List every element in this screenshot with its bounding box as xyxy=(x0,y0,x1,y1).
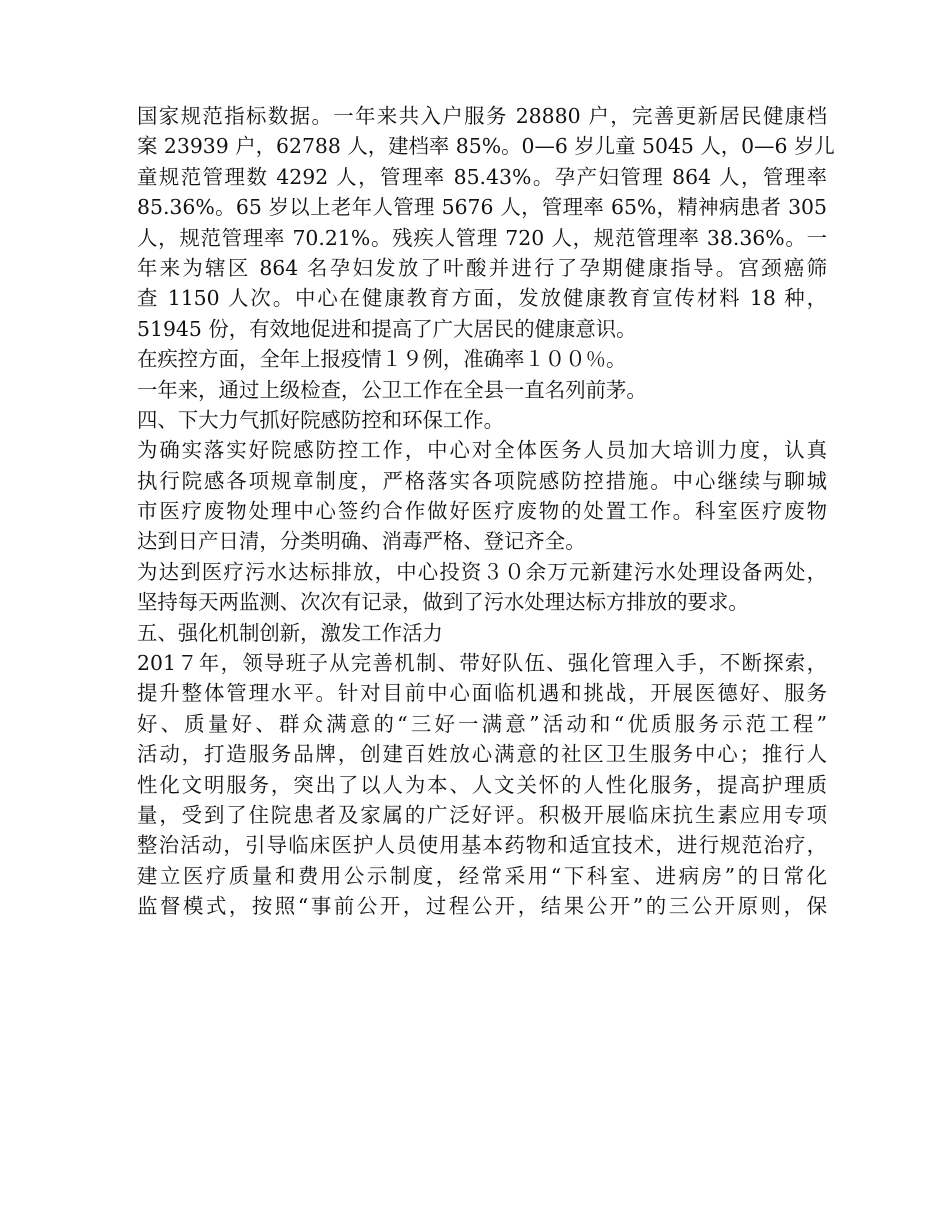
text-line: 监督模式，按照“事前公开，过程公开，结果公开”的三公开原则，保 xyxy=(137,894,827,919)
text-line: 案 23939 户，62788 人，建档率 85%。0—6 岁儿童 5045 人，0—6 岁儿 xyxy=(137,134,835,159)
document-body xyxy=(137,101,835,922)
text-line: 坚持每天两监测、次次有记录，做到了污水处理达标方排放的要求。 xyxy=(137,590,749,615)
section-heading: 五、强化机制创新，激发工作活力 xyxy=(137,620,443,645)
text-line: 国家规范指标数据。一年来共入户服务 28880 户，完善更新居民健康档 xyxy=(137,104,827,128)
text-line: 201７年，领导班子从完善机制、带好队伍、强化管理入手，不断探索， xyxy=(137,651,827,676)
text-line: 人，规范管理率 70.21%。残疾人管理 720 人，规范管理率 38.36%。一 xyxy=(137,225,827,250)
text-line: 年来为辖区 864 名孕妇发放了叶酸并进行了孕期健康指导。宫颈癌筛 xyxy=(137,255,827,280)
text-line: 一年来，通过上级检查，公卫工作在全县一直名列前茅。 xyxy=(137,377,647,402)
text-line: 为确实落实好院感防控工作，中心对全体医务人员加大培训力度，认真 xyxy=(137,438,827,463)
text-line: 执行院感各项规章制度，严格落实各项院感防控措施。中心继续与聊城 xyxy=(137,468,827,493)
text-line: 为达到医疗污水达标排放，中心投资３０余万元新建污水处理设备两处， xyxy=(137,559,827,584)
text-line: 85.36%。65 岁以上老年人管理 5676 人，管理率 65%，精神病患者 305 xyxy=(137,195,827,220)
text-line: 性化文明服务，突出了以人为本、人文关怀的人性化服务，提高护理质 xyxy=(137,772,827,797)
text-line: 建立医疗质量和费用公示制度，经常采用“下科室、进病房”的日常化 xyxy=(137,863,827,888)
text-line: 查 1150 人次。中心在健康教育方面，发放健康教育宣传材料 18 种， xyxy=(137,286,827,311)
text-line: 好、质量好、群众满意的“三好一满意”活动和“优质服务示范工程” xyxy=(137,711,827,736)
text-line: 活动，打造服务品牌，创建百姓放心满意的社区卫生服务中心；推行人 xyxy=(137,742,827,767)
text-line: 在疾控方面，全年上报疫情１９例，准确率１００％。 xyxy=(137,347,627,372)
text-line: 提升整体管理水平。针对目前中心面临机遇和挑战，开展医德好、服务 xyxy=(137,681,827,706)
text-line: 整治活动，引导临床医护人员使用基本药物和适宜技术，进行规范治疗， xyxy=(137,833,827,858)
section-heading: 四、下大力气抓好院感防控和环保工作。 xyxy=(137,407,505,432)
text-line: 童规范管理数 4292 人，管理率 85.43%。孕产妇管理 864 人，管理率 xyxy=(137,164,827,189)
text-line: 市医疗废物处理中心签约合作做好医疗废物的处置工作。科室医疗废物 xyxy=(137,499,827,524)
text-line: 达到日产日清，分类明确、消毒严格、登记齐全。 xyxy=(137,529,586,554)
text-line: 量，受到了住院患者及家属的广泛好评。积极开展临床抗生素应用专项 xyxy=(137,802,827,827)
text-line: 51945 份，有效地促进和提高了广大居民的健康意识。 xyxy=(137,316,637,341)
